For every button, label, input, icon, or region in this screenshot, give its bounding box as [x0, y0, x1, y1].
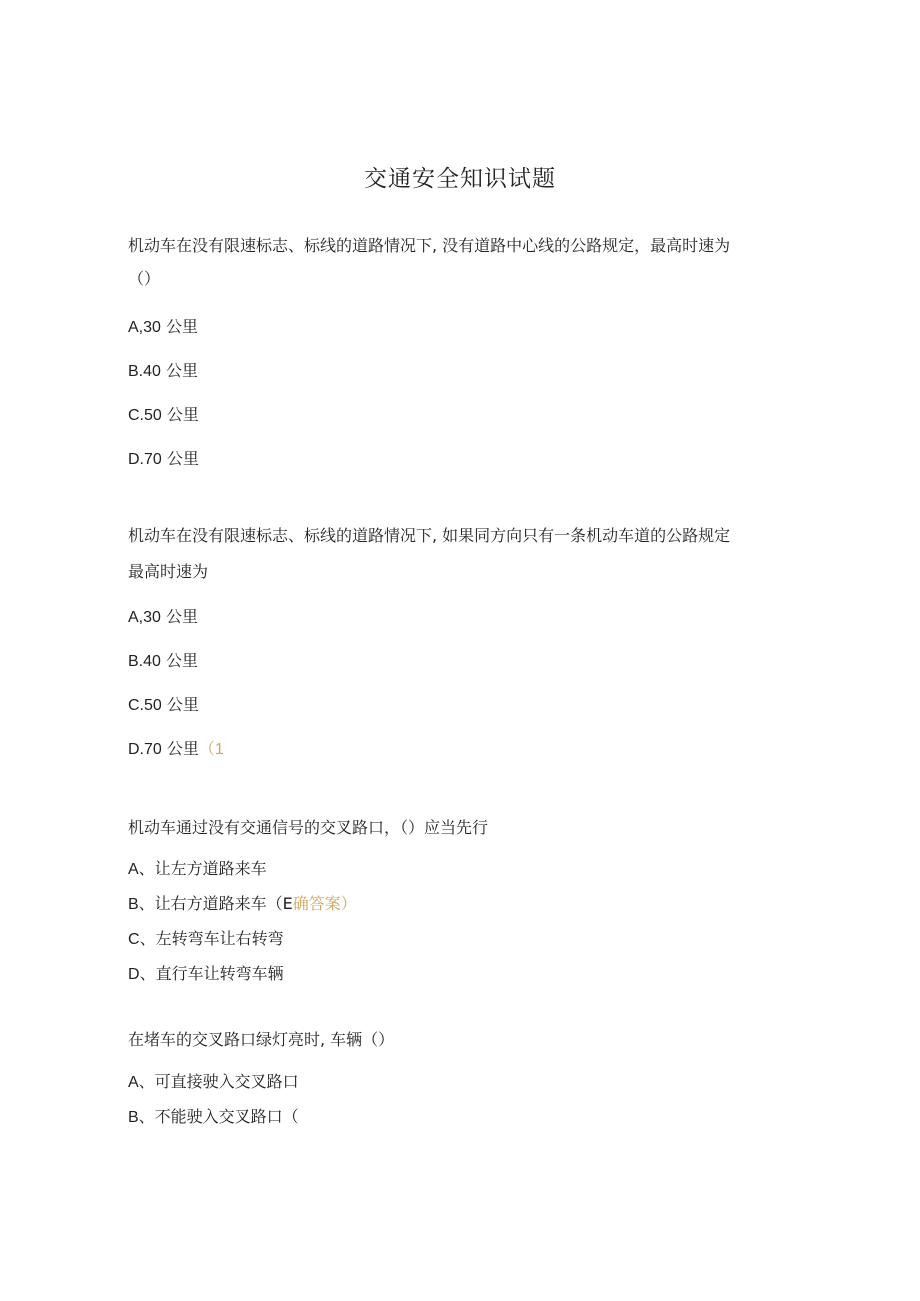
option-label: B.40: [128, 363, 161, 380]
option-label: C.50: [128, 407, 162, 424]
question-2-option-b: [128, 650, 198, 673]
question-2-option-a: [128, 606, 198, 629]
option-text: 公里: [160, 607, 199, 626]
question-3-option-a: [128, 858, 267, 881]
option-label: B.40: [128, 653, 161, 670]
question-1-option-a: [128, 316, 198, 339]
question-2-option-d: [128, 738, 224, 761]
question-3-stem: 机动车通过没有交通信号的交叉路口，（）应当先行: [128, 818, 489, 837]
question-1-option-d: [128, 448, 199, 471]
question-3-option-c: [128, 928, 284, 951]
page-title: 交通安全知识试题: [364, 166, 556, 192]
question-2-option-c: [128, 694, 199, 717]
question-1-option-c: [128, 404, 199, 427]
question-1-stem: 机动车在没有限速标志、标线的道路情况下, 没有道路中心线的公路规定，最高时速为: [128, 236, 731, 255]
question-4-option-a: [128, 1071, 299, 1094]
option-label: A: [128, 1074, 139, 1091]
option-text: 公里: [161, 449, 199, 468]
option-label: D.70: [128, 451, 162, 468]
option-label: C: [128, 931, 140, 948]
option-text: 公里: [161, 405, 199, 424]
option-label: B: [128, 1109, 139, 1126]
option-label: A: [128, 861, 139, 878]
option-text: 公里: [160, 361, 199, 380]
option-text: 公里: [160, 651, 199, 670]
option-text: 、让右方道路来车（E: [138, 894, 293, 913]
option-text: 公里: [161, 695, 199, 714]
option-label: D.70: [128, 741, 162, 758]
option-label: A,30: [128, 319, 161, 336]
question-2-stem: 机动车在没有限速标志、标线的道路情况下, 如果同方向只有一条机动车道的公路规定: [128, 526, 731, 545]
option-label: B: [128, 896, 139, 913]
option-text: 、让左方道路来车: [138, 859, 267, 878]
question-2-stem-cont: 最高时速为: [128, 562, 209, 581]
question-4-option-b: [128, 1106, 299, 1129]
option-text: 、可直接驶入交叉路口: [138, 1072, 299, 1091]
question-1-stem-cont: （）: [128, 269, 161, 288]
option-text: 、直行车让转弯车辆: [139, 964, 284, 983]
question-3-option-b: [128, 893, 357, 916]
answer-mark: （1: [198, 741, 224, 758]
option-text: 、不能驶入交叉路口（: [138, 1107, 299, 1126]
option-label: D: [128, 966, 140, 983]
answer-mark: 确答案）: [292, 896, 357, 913]
question-4-stem: 在堵车的交叉路口绿灯亮时, 车辆（）: [128, 1030, 395, 1049]
option-label: C.50: [128, 697, 162, 714]
option-label: A,30: [128, 609, 161, 626]
option-text: 公里: [161, 739, 199, 758]
question-1-option-b: [128, 360, 198, 383]
question-3-option-d: [128, 963, 284, 986]
option-text: 、左转弯车让右转弯: [139, 929, 284, 948]
option-text: 公里: [160, 317, 199, 336]
